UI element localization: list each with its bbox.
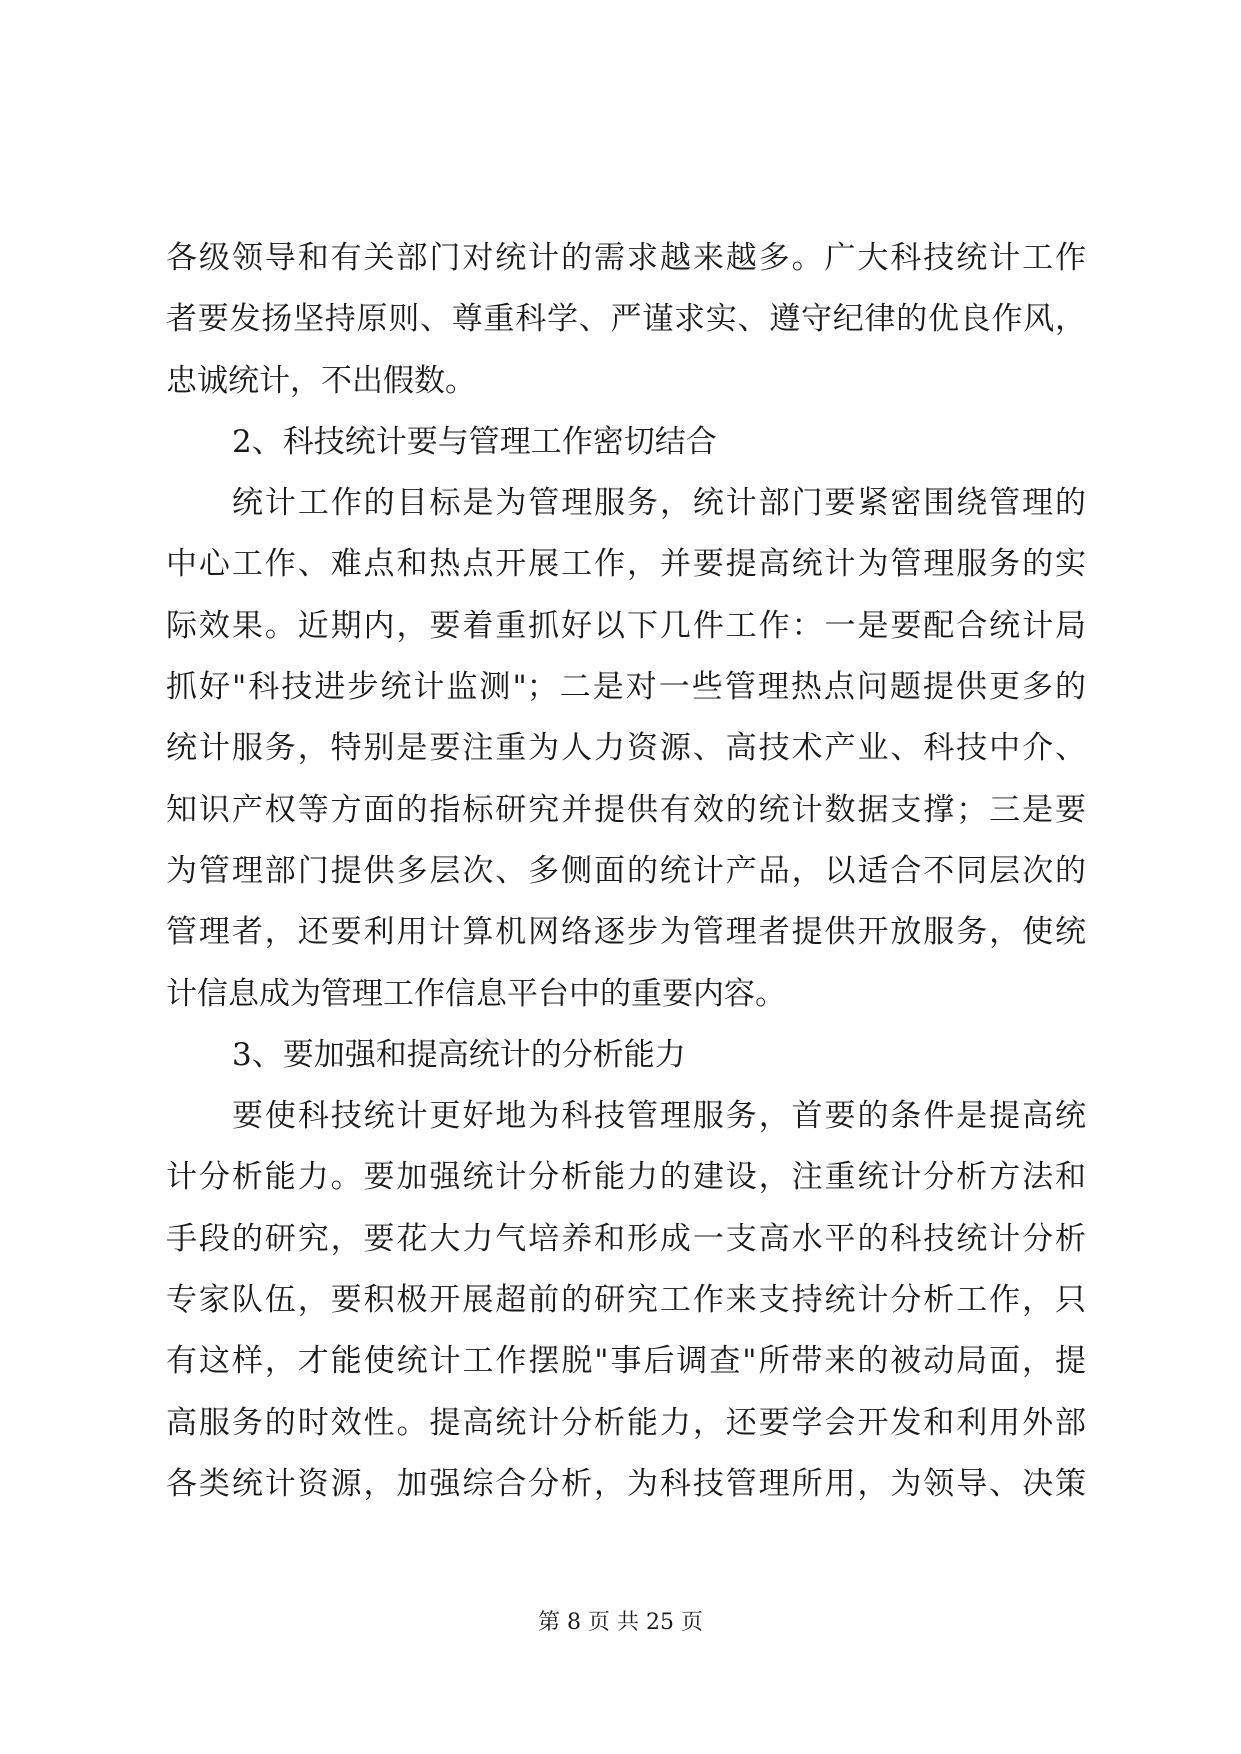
text-line: 计分析能力。要加强统计分析能力的建设，注重统计分析方法和 xyxy=(166,1159,1086,1196)
text-line: 各类统计资源，加强综合分析，为科技管理所用，为领导、决策 xyxy=(166,1465,1086,1502)
text-line: 有这样，才能使统计工作摆脱"事后调查"所带来的被动局面，提 xyxy=(166,1343,1086,1380)
section-heading: 2、科技统计要与管理工作密切结合 xyxy=(232,423,717,460)
text-line: 统计工作的目标是为管理服务，统计部门要紧密围绕管理的 xyxy=(232,485,1086,522)
text-line: 计信息成为管理工作信息平台中的重要内容。 xyxy=(166,975,786,1012)
text-line: 知识产权等方面的指标研究并提供有效的统计数据支撑；三是要 xyxy=(166,791,1086,828)
text-line: 手段的研究，要花大力气培养和形成一支高水平的科技统计分析 xyxy=(166,1220,1086,1257)
section-heading: 3、要加强和提高统计的分析能力 xyxy=(232,1036,686,1073)
body-text xyxy=(166,228,1086,1515)
text-line: 为管理部门提供多层次、多侧面的统计产品，以适合不同层次的 xyxy=(166,852,1086,889)
text-line: 抓好"科技进步统计监测"；二是对一些管理热点问题提供更多的 xyxy=(166,669,1086,706)
text-line: 统计服务，特别是要注重为人力资源、高技术产业、科技中介、 xyxy=(166,730,1086,767)
text-line: 各级领导和有关部门对统计的需求越来越多。广大科技统计工作 xyxy=(166,240,1086,276)
text-line: 高服务的时效性。提高统计分析能力，还要学会开发和利用外部 xyxy=(166,1404,1086,1441)
text-line: 管理者，还要利用计算机网络逐步为管理者提供开放服务，使统 xyxy=(166,914,1086,951)
text-line: 要使科技统计更好地为科技管理服务，首要的条件是提高统 xyxy=(232,1098,1086,1135)
text-line: 际效果。近期内，要着重抓好以下几件工作：一是要配合统计局 xyxy=(166,607,1086,644)
text-line: 者要发扬坚持原则、尊重科学、严谨求实、遵守纪律的优良作风， xyxy=(166,301,1086,338)
text-line: 专家队伍，要积极开展超前的研究工作来支持统计分析工作，只 xyxy=(166,1282,1086,1319)
page-number-footer: 第 8 页 共 25 页 xyxy=(538,1610,703,1635)
text-line: 忠诚统计，不出假数。 xyxy=(166,362,476,399)
text-line: 中心工作、难点和热点开展工作，并要提高统计为管理服务的实 xyxy=(166,546,1086,583)
